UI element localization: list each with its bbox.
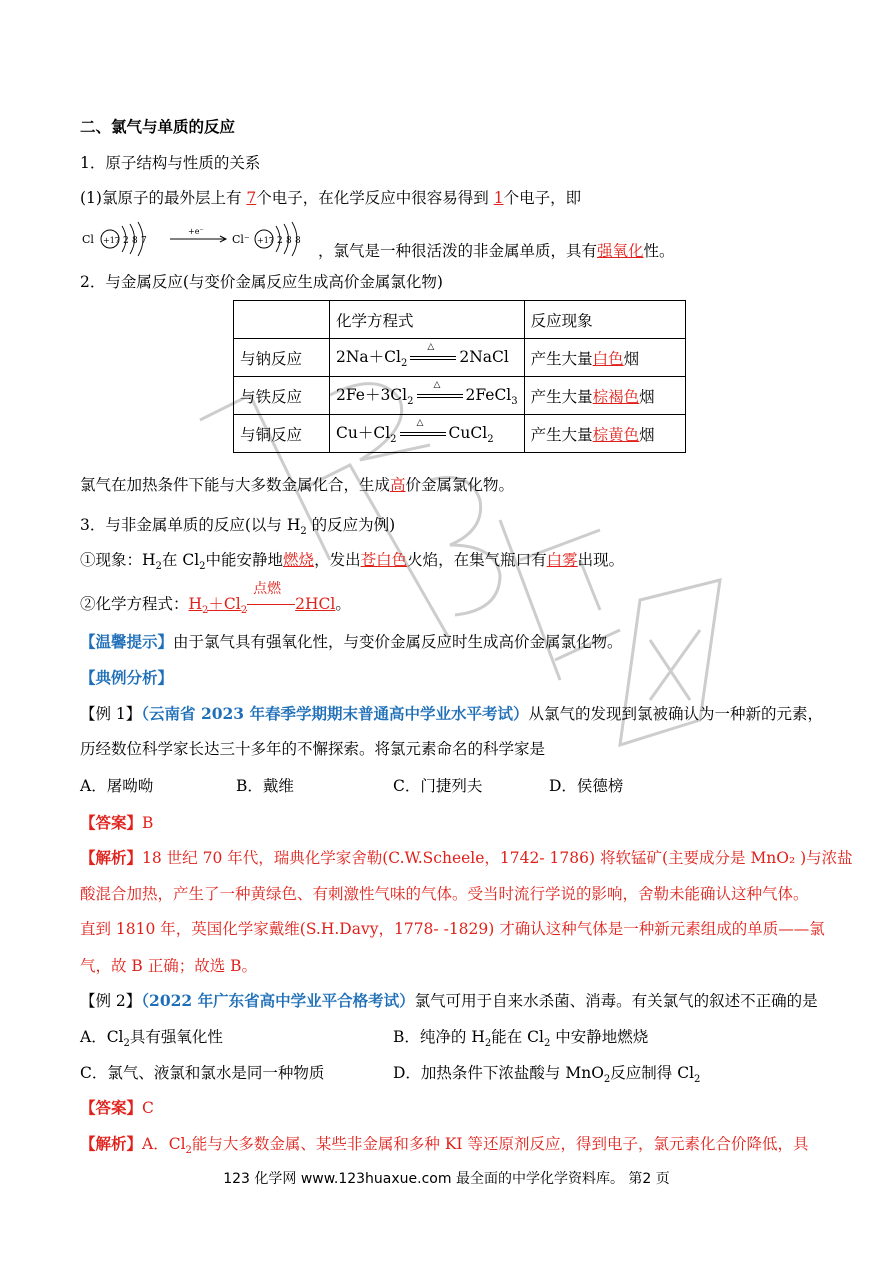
metal-reaction-table bbox=[233, 300, 686, 453]
ex2-option-a: A．$Cl_2$具有强氧化性 bbox=[80, 1028, 223, 1050]
ex1-option-a: A．屠呦呦 bbox=[80, 777, 154, 795]
shell-1-left: 2 bbox=[123, 236, 129, 246]
example-heading: 【典例分析】 bbox=[80, 668, 174, 687]
ex2-option-c: C．氯气、液氯和氯水是同一种物质 bbox=[80, 1064, 325, 1082]
svg-text:+17: +17 bbox=[103, 236, 120, 245]
p1-line2: ，氯气是一种很活泼的非金属单质，具有强氧化性。 bbox=[318, 242, 675, 260]
ex1-option-c: C．门捷列夫 bbox=[393, 777, 483, 795]
phenomenon-cell: 产生大量棕褐色烟 bbox=[524, 377, 685, 415]
p2-heading: 2．与金属反应(与变价金属反应生成高价金属氯化物) bbox=[80, 273, 443, 291]
shell-3-left: 7 bbox=[141, 236, 147, 246]
table-row: 与钠反应 $2Na+Cl_2$ △ 2NaCl 产生大量白色烟 bbox=[234, 339, 686, 377]
ex1-option-b: B．戴维 bbox=[236, 777, 294, 795]
col-phenomenon: 反应现象 bbox=[524, 301, 685, 339]
phenomenon-cell: 产生大量棕黄色烟 bbox=[524, 415, 685, 453]
shell-2-right: 8 bbox=[286, 236, 292, 246]
ex1-question: 【例 1】（云南省 2023 年春季学期期末普通高中学业水平考试）从氯气的发现到氯被确认为一种新的元素， bbox=[80, 704, 823, 723]
equation-cell: $Cu+Cl_2$ △ CuCl$_2$ bbox=[330, 415, 525, 453]
arrow-label: +e⁻ bbox=[188, 227, 204, 236]
p1-line1: (1)氯原子的最外层上有 7个电子，在化学反应中很容易得到 1个电子，即 bbox=[80, 189, 582, 207]
table-row: 与铁反应 $2Fe+3Cl_2$ △ 2FeCl$_3$ 产生大量棕褐色烟 bbox=[234, 377, 686, 415]
ex2-answer: 【答案】C bbox=[80, 1098, 154, 1117]
section-title: 二、氯气与单质的反应 bbox=[80, 117, 236, 136]
ex1-answer: 【答案】B bbox=[80, 813, 154, 832]
ex2-analysis: 【解析】A．$Cl_2$能与大多数金属、某些非金属和多种 KI 等还原剂反应，得到电子，氯元素化合价降低，具 bbox=[80, 1134, 809, 1157]
col-equation: 化学方程式 bbox=[330, 301, 525, 339]
phenomenon-cell: 产生大量白色烟 bbox=[524, 339, 685, 377]
shell-3-right: 8 bbox=[295, 236, 301, 246]
page-footer: 123 化学网 www.123huaxue.com 最全面的中学化学资料库。 第2 页 bbox=[223, 1171, 670, 1187]
cl-ion-symbol: Cl⁻ bbox=[232, 233, 250, 246]
ex2-option-d: D．加热条件下浓盐酸与 MnO$_2$反应制得 $Cl_2$ bbox=[393, 1064, 701, 1086]
p2-summary: 氯气在加热条件下能与大多数金属化合，生成高价金属氯化物。 bbox=[80, 476, 515, 494]
tip: 【温馨提示】由于氯气具有强氧化性，与变价金属反应时生成高价金属氯化物。 bbox=[80, 632, 623, 651]
ex1-option-d: D．侯德榜 bbox=[549, 777, 624, 795]
p3-equation: ②化学方程式：$H_2+Cl_2$ 点燃 2HCl。 bbox=[80, 581, 351, 617]
p1-heading: 1．原子结构与性质的关系 bbox=[80, 154, 261, 172]
p3-heading: 3．与非金属单质的反应(以与 $H_2$ 的反应为例) bbox=[80, 516, 396, 538]
svg-text:+17: +17 bbox=[257, 236, 274, 245]
shell-1-right: 2 bbox=[277, 236, 283, 246]
cl-atom-symbol: Cl bbox=[82, 233, 94, 246]
shell-2-left: 8 bbox=[132, 236, 138, 246]
table-row: 与铜反应 $Cu+Cl_2$ △ CuCl$_2$ 产生大量棕黄色烟 bbox=[234, 415, 686, 453]
equation-cell: $2Fe+3Cl_2$ △ 2FeCl$_3$ bbox=[330, 377, 525, 415]
ex2-option-b: B．纯净的 $H_2$能在 $Cl_2$ 中安静地燃烧 bbox=[393, 1028, 649, 1050]
ex1-analysis: 【解析】18 世纪 70 年代，瑞典化学家舍勒(C.W.Scheele，1742- 1786) 将软锰矿(主要成分是 MnO₂ )与浓盐 bbox=[80, 848, 853, 867]
atom-structure-diagram bbox=[80, 218, 325, 258]
p3-observation: ①现象：$H_2$在 $Cl_2$中能安静地燃烧，发出苍白色火焰，在集气瓶口有白雾出现。 bbox=[80, 551, 625, 573]
table-header-row bbox=[234, 301, 686, 339]
equation-cell: $2Na+Cl_2$ △ 2NaCl bbox=[330, 339, 525, 377]
ex2-question: 【例 2】（2022 年广东省高中学业平合格考试）氯气可用于自来水杀菌、消毒。有关氯气的叙述不正确的是 bbox=[80, 991, 818, 1010]
